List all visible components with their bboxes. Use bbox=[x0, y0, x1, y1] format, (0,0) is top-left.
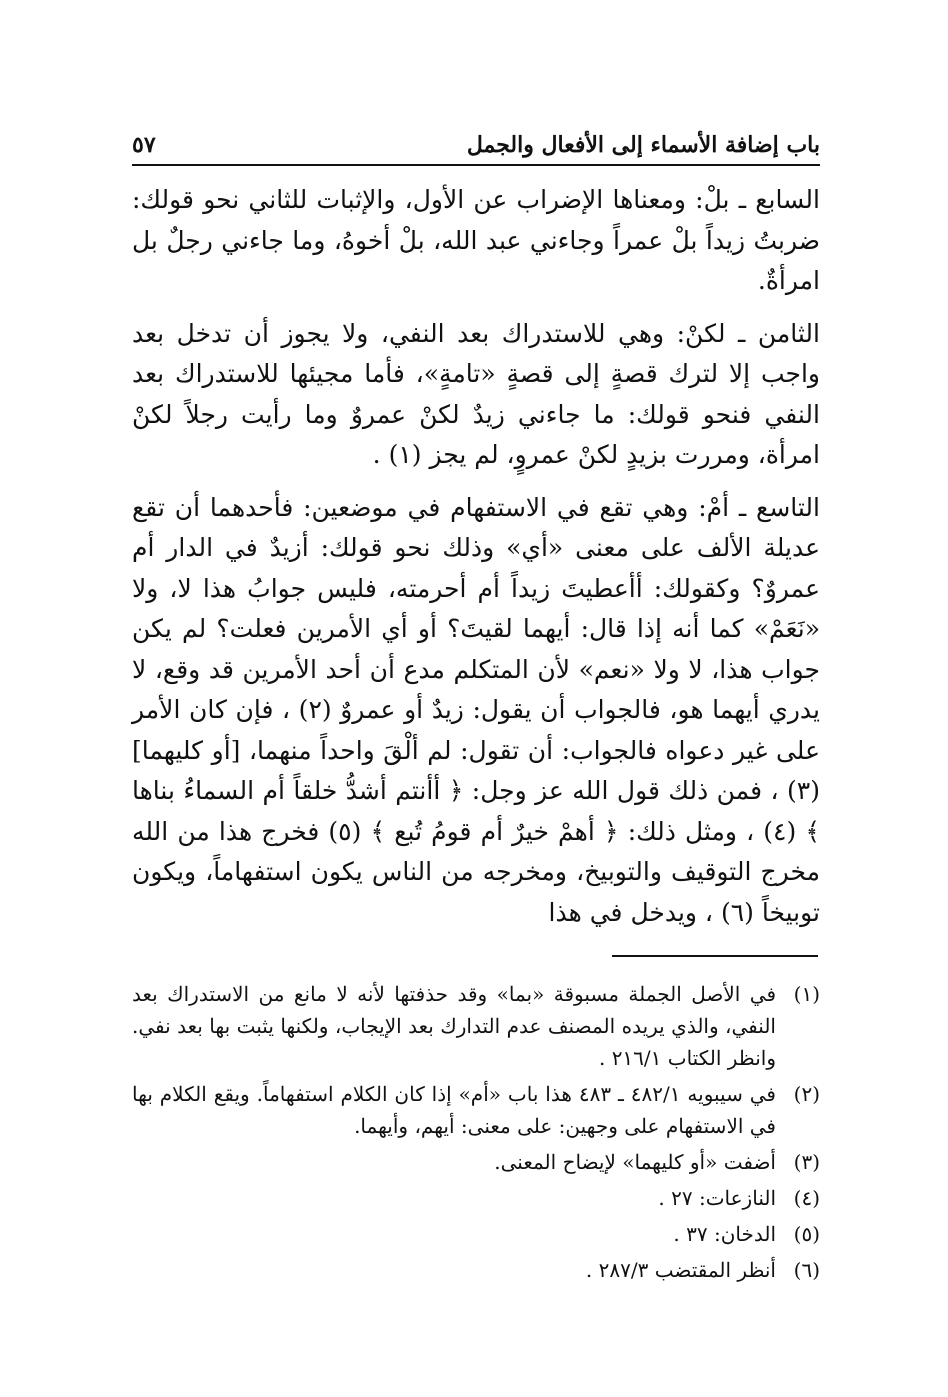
footnote-number: (٦) bbox=[793, 1258, 820, 1282]
footnote-6 bbox=[132, 1254, 820, 1286]
running-header bbox=[132, 118, 820, 166]
footnote-number: (٣) bbox=[793, 1150, 820, 1174]
footnote-text: الدخان: ٣٧ . bbox=[673, 1222, 776, 1246]
footnote-5 bbox=[132, 1218, 820, 1250]
footnote-3 bbox=[132, 1146, 820, 1178]
paragraph-eighth: الثامن ـ لكنْ: وهي للاستدراك بعد النفي، ولا يجوز أن تدخل بعد واجب إلا لترك قصةٍ إلى قصةٍ «تامةٍ»، فأما مجيئها للاستدراك بعد النفي فنحو قولك: ما جاءني زيدٌ لكنْ عمروٌ وما رأيت رجلاً لكنْ امرأة، ومررت بزيدٍ لكنْ عمروٍ، لم يجز (١) . bbox=[132, 318, 820, 469]
footnote-text: أنظر المقتضب ٢٨٧/٣ . bbox=[585, 1258, 776, 1282]
chapter-title: باب إضافة الأسماء إلى الأفعال والجمل bbox=[466, 132, 820, 158]
footnote-4 bbox=[132, 1182, 820, 1214]
footnote-1 bbox=[132, 978, 820, 1074]
footnote-number: (٤) bbox=[793, 1186, 820, 1210]
page-number: ٥٧ bbox=[132, 132, 156, 158]
footnote-text: في الأصل الجملة مسبوقة «بما» وقد حذفتها لأنه لا مانع من الاستدراك بعد النفي، والذي يريده المصنف عدم التدارك بعد الإيجاب، ولكنها يثبت بها بعد نفي. وانظر الكتاب ٢١٦/١ . bbox=[132, 982, 776, 1070]
footnote-text: أضفت «أو كليهما» لإيضاح المعنى. bbox=[494, 1150, 776, 1174]
footnote-number: (١) bbox=[793, 982, 820, 1006]
paragraph-seventh: السابع ـ بلْ: ومعناها الإضراب عن الأول، والإثبات للثاني نحو قولك: ضربتُ زيداً بلْ عمراً وجاءني عبد الله، بلْ أخوهُ، وما جاءني رجلٌ بل امرأةٌ. bbox=[132, 185, 820, 295]
footnotes bbox=[132, 978, 820, 1290]
paragraph-ninth: التاسع ـ أمْ: وهي تقع في الاستفهام في موضعين: فأحدهما أن تقع عديلة الألف على معنى «أي» وذلك نحو قولك: أزيدٌ في الدار أم عمروٌ؟ وكقولك: أأعطيتَ زيداً أم أحرمته، فليس جوابُ هذا لا، ولا «نَعَمْ» كما أنه إذا قال: أيهما لقيتَ؟ أو أي الأمرين فعلت؟ لم يكن جواب هذا، لا ولا «نعم» لأن المتكلم مدع أن أحد الأمرين قد وقع، لا يدري أيهما هو، فالجواب أن يقول: زيدٌ أو عمروٌ (٢) ، فإن كان الأمر على غير دعواه فالجواب: أن تقول: لم ألْقَ واحداً منهما، [أو كليهما] (٣) ، فمن ذلك قول الله عز وجل: ﴿ أأنتم أشدُّ خلقاً أم السماءُ بناها ﴾ (٤) ، ومثل ذلك: ﴿ أهمْ خيرٌ أم قومُ تُبع ﴾ (٥) فخرج هذا من الله مخرج التوقيف والتوبيخ، ومخرجه من الناس يكون استفهاماً، ويكون توبيخاً (٦) ، ويدخل في هذا bbox=[132, 492, 820, 927]
footnote-text: النازعات: ٢٧ . bbox=[658, 1186, 776, 1210]
footnote-2 bbox=[132, 1078, 820, 1142]
footnote-text: في سيبويه ٤٨٢/١ ـ ٤٨٣ هذا باب «أم» إذا كان الكلام استفهاماً. ويقع الكلام بها في الاستفهام على وجهين: على معنى: أيهم، وأيهما. bbox=[132, 1082, 776, 1138]
footnote-number: (٢) bbox=[793, 1082, 820, 1106]
footnote-divider bbox=[612, 955, 818, 957]
footnote-number: (٥) bbox=[793, 1222, 820, 1246]
main-text bbox=[132, 180, 820, 945]
